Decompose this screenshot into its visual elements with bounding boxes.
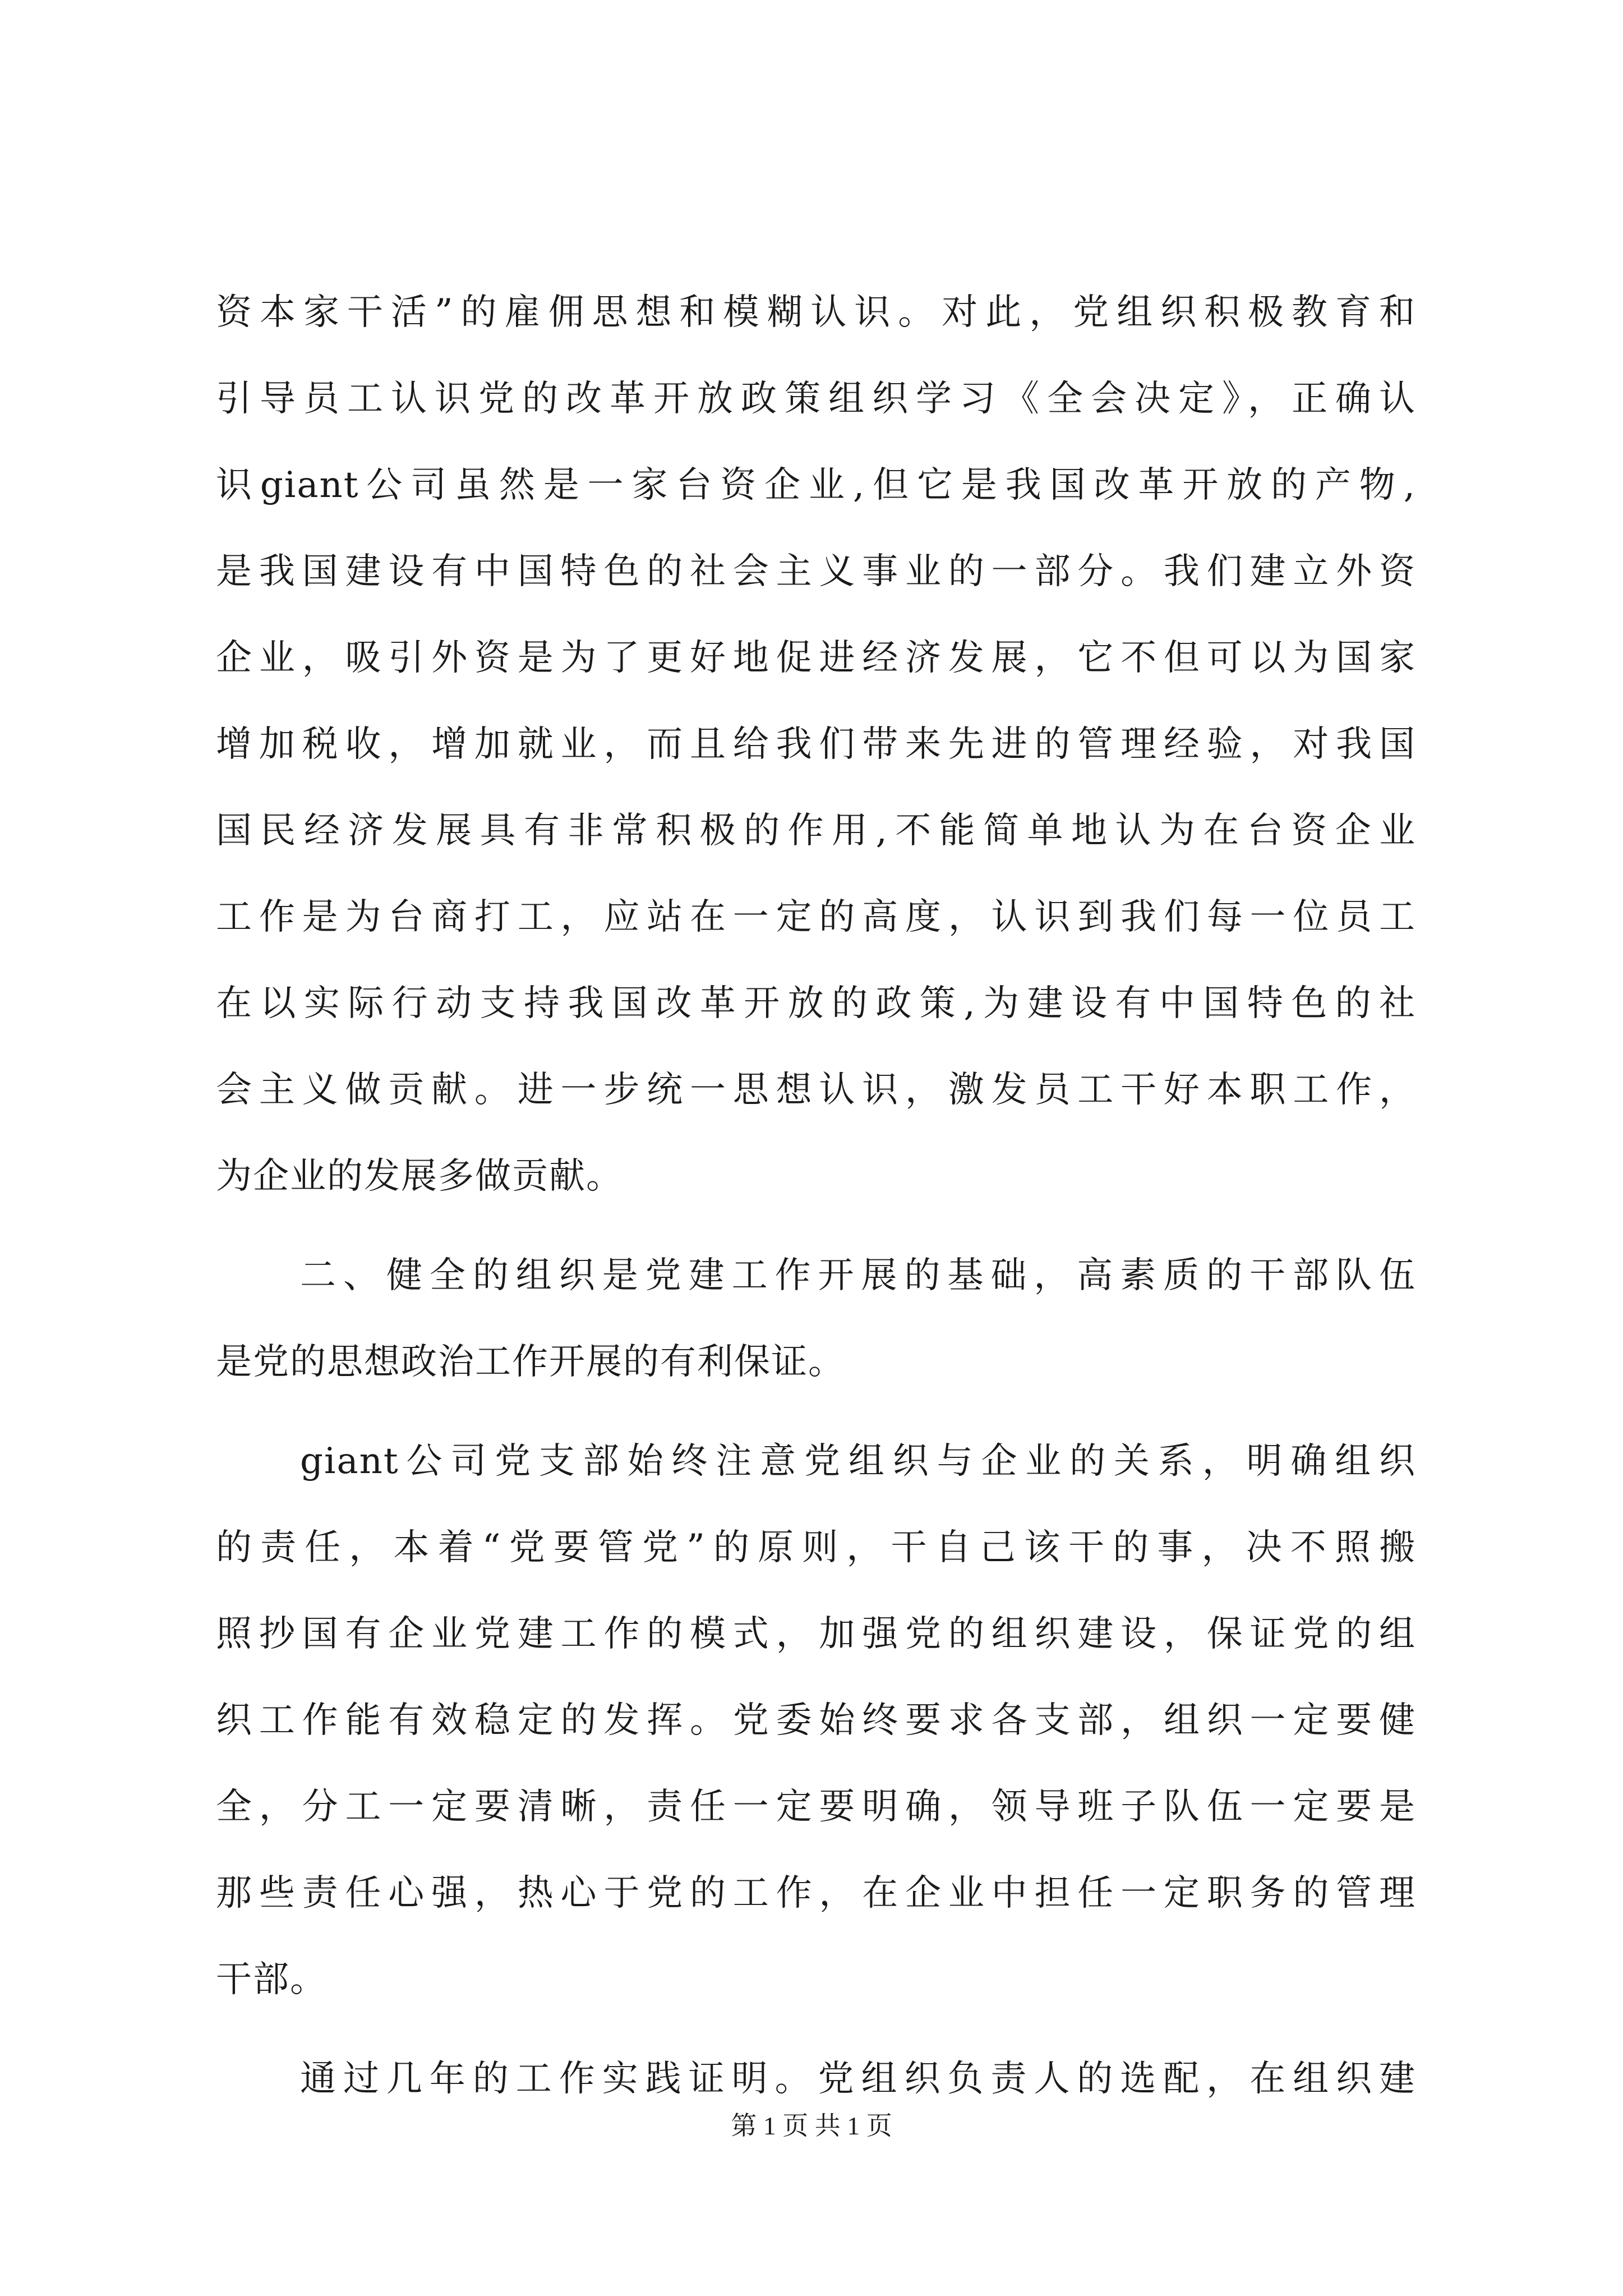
page-footer: 第 1 页 共 1 页 — [731, 2111, 892, 2140]
text-line: 那些责任心强，热心于党的工作，在企业中担任一定职务的管理 — [216, 1872, 1416, 1914]
text-line: giant公司党支部始终注意党组织与企业的关系，明确组织 — [300, 1441, 1416, 1482]
text-line: 引导员工认识党的改革开放政策组织学习《全会决定》，正确认 — [216, 378, 1416, 420]
section-heading-line: 二、健全的组织是党建工作开展的基础，高素质的干部队伍 — [300, 1255, 1416, 1296]
text-line: 照抄国有企业党建工作的模式，加强党的组织建设，保证党的组 — [216, 1613, 1416, 1655]
text-line: 国民经济发展具有非常积极的作用,不能简单地认为在台资企业 — [216, 810, 1416, 852]
text-line: 工作是为台商打工，应站在一定的高度，认识到我们每一位员工 — [216, 896, 1416, 938]
text-line: 全，分工一定要清晰，责任一定要明确，领导班子队伍一定要是 — [216, 1786, 1416, 1828]
text-line: 是我国建设有中国特色的社会主义事业的一部分。我们建立外资 — [216, 551, 1416, 592]
text-line: 增加税收，增加就业，而且给我们带来先进的管理经验，对我国 — [216, 724, 1416, 765]
text-line: 识giant公司虽然是一家台资企业,但它是我国改革开放的产物, — [216, 464, 1416, 506]
text-line: 在以实际行动支持我国改革开放的政策,为建设有中国特色的社 — [216, 983, 1416, 1024]
text-line: 的责任，本着“党要管党”的原则，干自己该干的事，决不照搬 — [216, 1527, 1416, 1568]
text-line: 资本家干活”的雇佣思想和模糊认识。对此，党组织积极教育和 — [216, 292, 1416, 333]
section-heading-line: 是党的思想政治工作开展的有利保证。 — [216, 1341, 845, 1383]
text-line: 织工作能有效稳定的发挥。党委始终要求各支部，组织一定要健 — [216, 1700, 1416, 1741]
text-line: 通过几年的工作实践证明。党组织负责人的选配，在组织建 — [300, 2058, 1416, 2100]
text-line: 为企业的发展多做贡献。 — [216, 1156, 623, 1197]
body-text — [216, 269, 1416, 2122]
text-line: 干部。 — [216, 1959, 327, 2000]
text-line: 企业，吸引外资是为了更好地促进经济发展，它不但可以为国家 — [216, 637, 1416, 679]
text-line: 会主义做贡献。进一步统一思想认识，激发员工干好本职工作， — [216, 1069, 1416, 1111]
